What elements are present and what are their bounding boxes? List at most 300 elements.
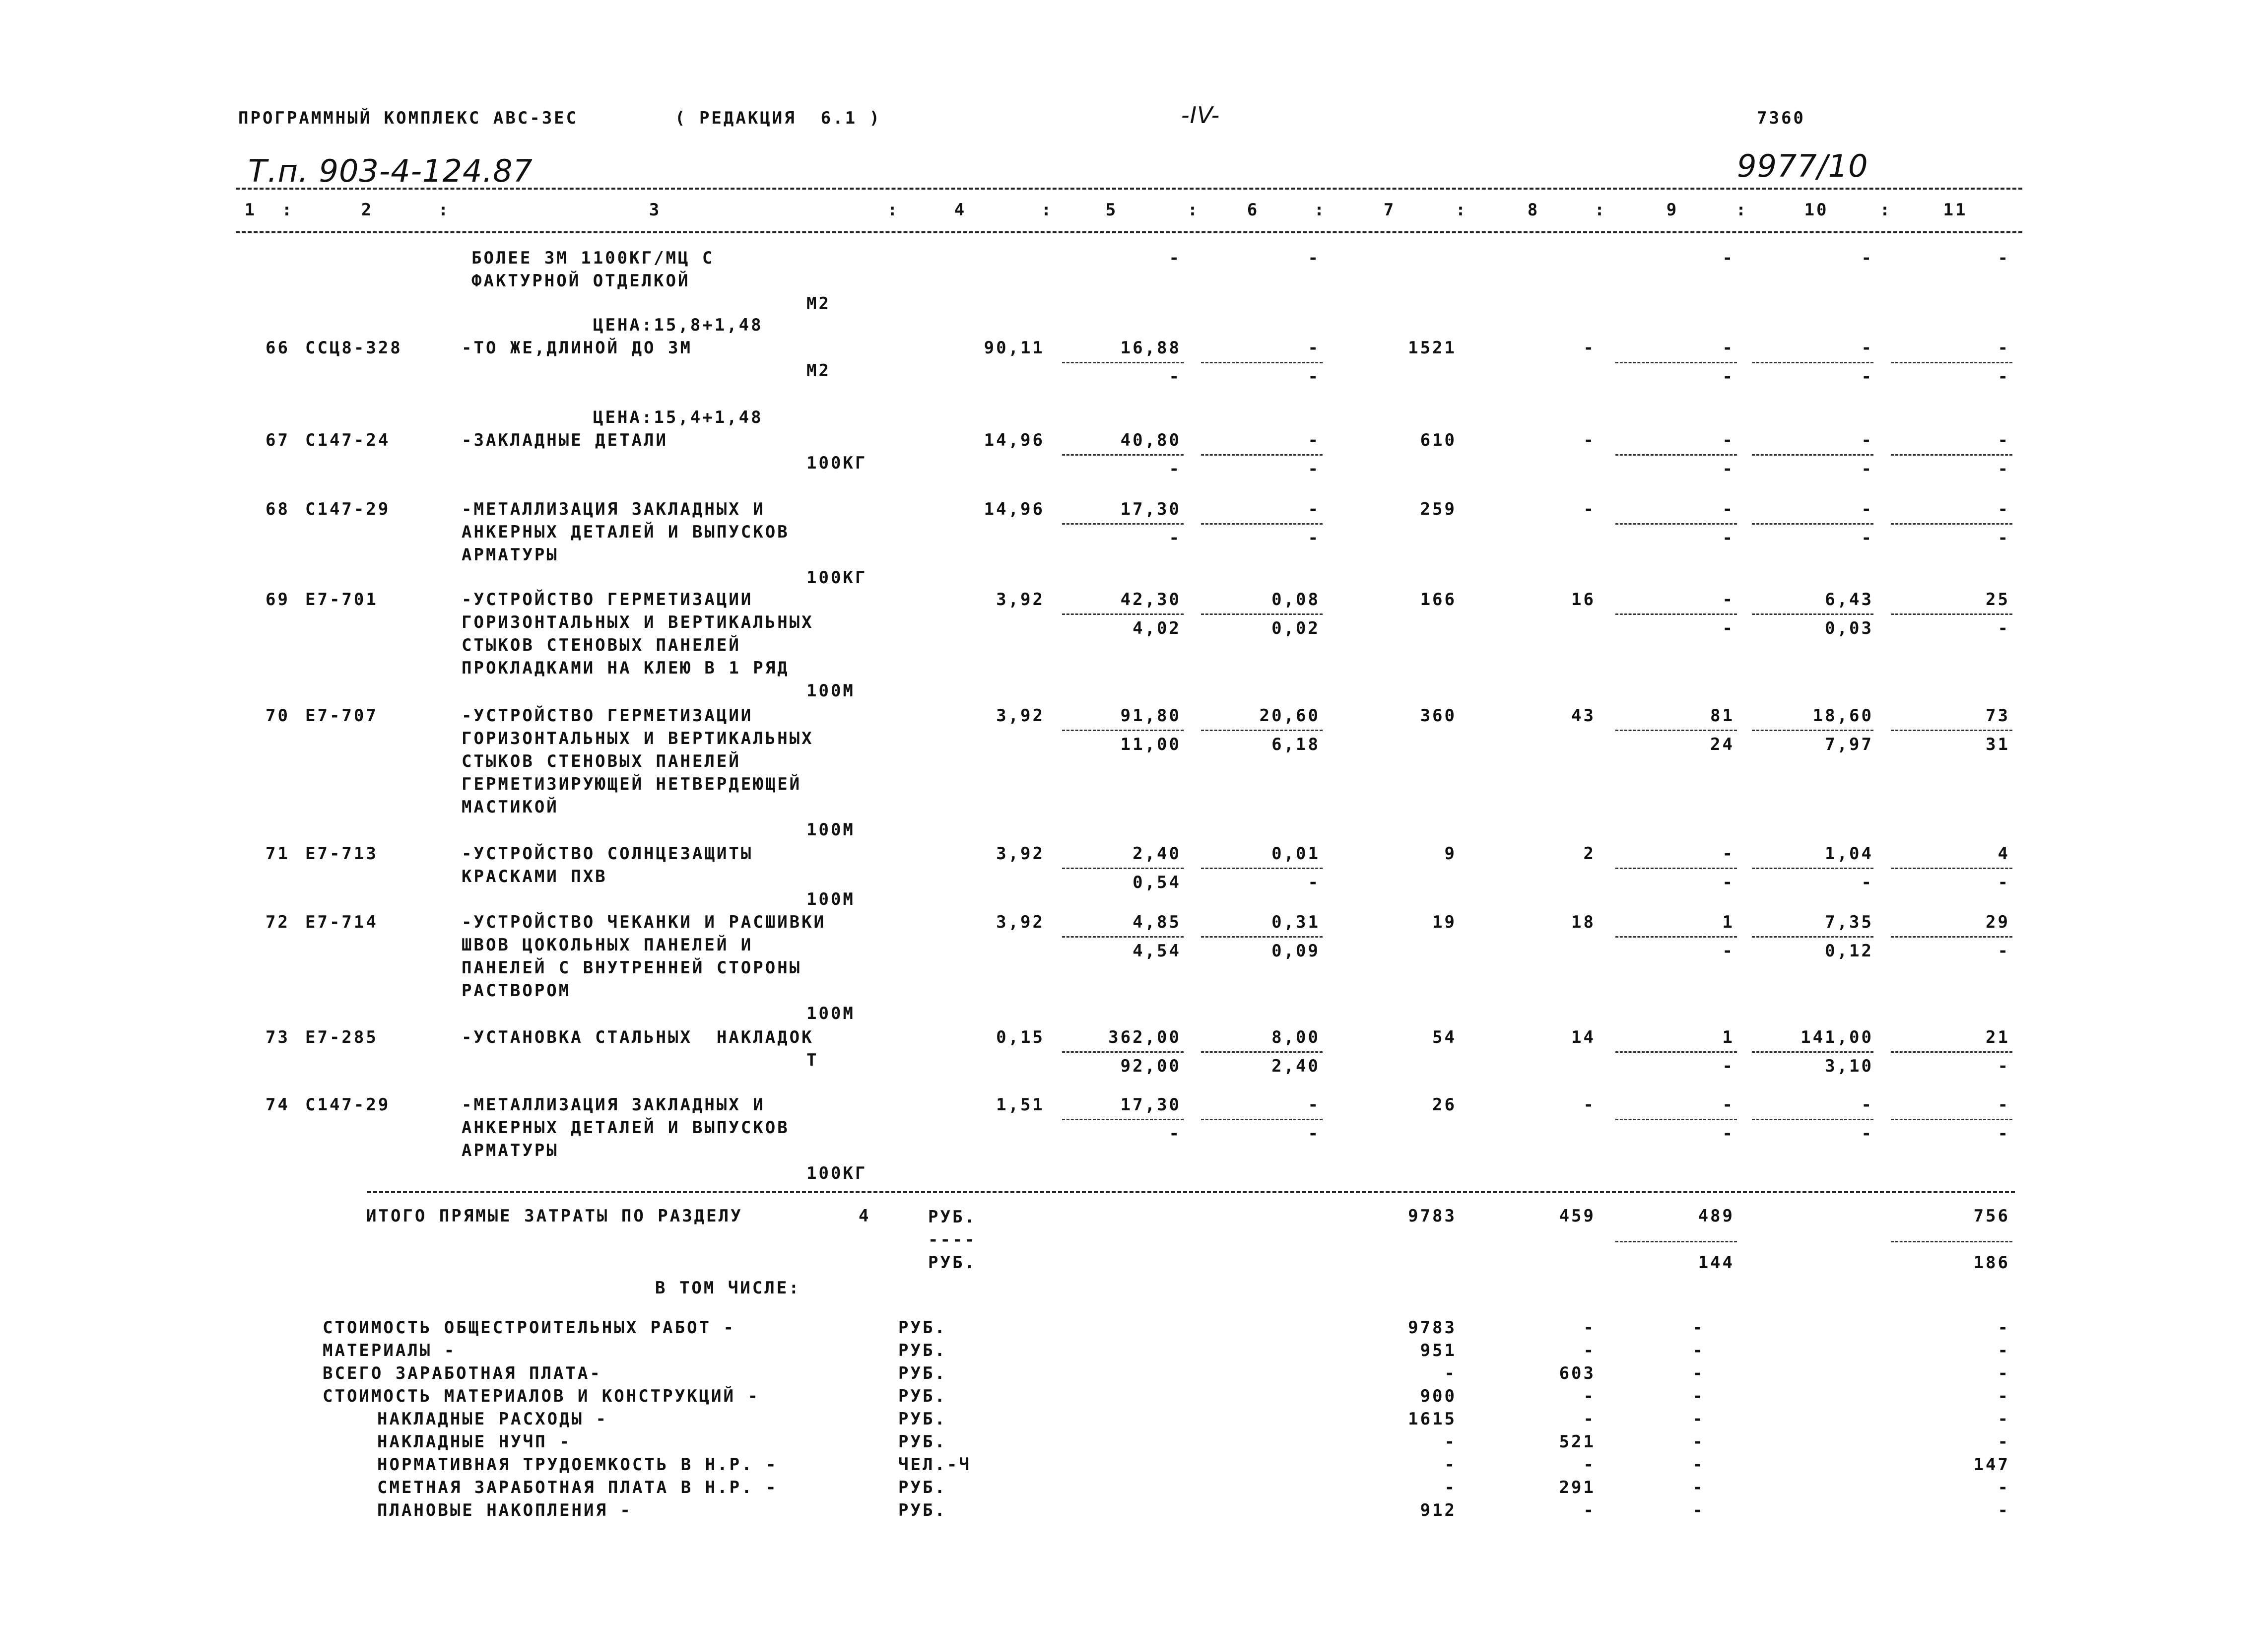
column-number: 7 [1383, 200, 1396, 220]
column-number: 2 [361, 200, 374, 220]
cell-lower-c5: - [1169, 1124, 1181, 1144]
column-separator: : [1314, 200, 1327, 220]
breakdown-col9: - [1692, 1455, 1705, 1475]
cell-c8: 2 [1583, 844, 1596, 864]
item-number: 74 [266, 1095, 290, 1115]
including-title: В ТОМ ЧИСЛЕ: [655, 1278, 801, 1298]
breakdown-col7: 912 [1420, 1500, 1457, 1520]
norm-code: Е7-701 [305, 590, 378, 610]
work-unit: 100КГ [806, 1163, 867, 1183]
cell-lower-c9: - [1722, 941, 1734, 961]
cell-lower-c9: - [1722, 873, 1734, 892]
cell-divider-c9 [1615, 454, 1737, 456]
column-number: 5 [1105, 200, 1118, 220]
cell-lower-c9: - [1722, 618, 1734, 638]
cell-lower-c5: 11,00 [1120, 735, 1181, 754]
work-unit: М2 [806, 361, 831, 381]
cell-lower-c5: - [1169, 459, 1181, 479]
cell-lower-c6: 0,02 [1271, 618, 1320, 638]
breakdown-label: НОРМАТИВНАЯ ТРУДОЕМКОСТЬ В Н.Р. - [377, 1455, 778, 1475]
totals-unit: РУБ. [928, 1207, 977, 1227]
breakdown-unit: РУБ. [898, 1409, 947, 1429]
cell-lower-c10: - [1861, 1124, 1873, 1144]
cell-lower-c9: - [1722, 1124, 1734, 1144]
cell-c9: - [1722, 248, 1734, 268]
cell-c8: 14 [1571, 1027, 1596, 1047]
cell-divider-c10 [1752, 936, 1873, 938]
column-number: 11 [1943, 200, 1968, 220]
cell-divider-c11 [1891, 362, 2012, 363]
cell-lower-c9: - [1722, 1056, 1734, 1076]
item-number: 71 [266, 844, 290, 864]
cell-c7: 1521 [1408, 338, 1457, 358]
cell-divider-c6 [1201, 362, 1323, 363]
norm-code: Е7-714 [305, 912, 378, 932]
cell-c6: - [1308, 338, 1320, 358]
cell-divider-c5 [1062, 730, 1184, 731]
cell-lower-c5: 92,00 [1120, 1056, 1181, 1076]
cell-divider-c10 [1752, 1051, 1873, 1053]
cell-c11: 4 [1998, 844, 2010, 864]
header-divider-top [236, 188, 2022, 190]
cell-c5: 4,85 [1133, 912, 1181, 932]
cell-c5: 16,88 [1120, 338, 1181, 358]
cell-divider-c5 [1062, 936, 1184, 938]
cell-c8: - [1583, 430, 1596, 450]
totals-col9-lower: 144 [1698, 1253, 1734, 1273]
cell-c6: 0,01 [1271, 844, 1320, 864]
cell-c9: - [1722, 844, 1734, 864]
cell-divider-c10 [1752, 730, 1873, 731]
cell-c6: - [1308, 499, 1320, 519]
breakdown-unit: РУБ. [898, 1478, 947, 1497]
column-number: 8 [1527, 200, 1540, 220]
work-description-line: ШВОВ ЦОКОЛЬНЫХ ПАНЕЛЕЙ И [462, 935, 753, 955]
cell-lower-c11: 31 [1986, 735, 2010, 754]
breakdown-col7: - [1444, 1478, 1457, 1497]
cell-divider-c10 [1752, 362, 1873, 363]
cell-divider-c9 [1615, 730, 1737, 731]
cell-c7: 360 [1420, 706, 1457, 726]
cell-divider-c9 [1615, 523, 1737, 525]
cell-c4: 0,15 [996, 1027, 1045, 1047]
work-description-line: МАСТИКОЙ [462, 797, 559, 817]
column-separator: : [438, 200, 451, 220]
breakdown-col9: - [1692, 1363, 1705, 1383]
breakdown-col8: 603 [1559, 1363, 1596, 1383]
breakdown-col8: - [1583, 1500, 1596, 1520]
cell-c9: - [1722, 499, 1734, 519]
column-separator: : [1594, 200, 1607, 220]
cell-divider-c9 [1615, 868, 1737, 869]
cell-c4: 14,96 [984, 499, 1045, 519]
cell-divider-c11 [1891, 454, 2012, 456]
totals-unit-2: РУБ. [928, 1253, 977, 1273]
totals-col11-divider [1891, 1241, 2012, 1242]
cell-c10: 141,00 [1801, 1027, 1873, 1047]
totals-label: ИТОГО ПРЯМЫЕ ЗАТРАТЫ ПО РАЗДЕЛУ [366, 1206, 743, 1226]
cell-c5: 40,80 [1120, 430, 1181, 450]
breakdown-label: МАТЕРИАЛЫ - [323, 1341, 457, 1360]
work-unit: 100КГ [806, 568, 867, 588]
breakdown-col9: - [1692, 1432, 1705, 1452]
item-number: 72 [266, 912, 290, 932]
breakdown-col11: 147 [1973, 1455, 2010, 1475]
totals-col7: 9783 [1408, 1206, 1457, 1226]
cell-lower-c10: - [1861, 528, 1873, 548]
cell-lower-c6: - [1308, 873, 1320, 892]
price-note: ЦЕНА:15,4+1,48 [593, 408, 763, 427]
breakdown-col8: - [1583, 1341, 1596, 1360]
cell-c6: - [1308, 248, 1320, 268]
cell-c8: 18 [1571, 912, 1596, 932]
cell-lower-c9: - [1722, 367, 1734, 387]
breakdown-label: ВСЕГО ЗАРАБОТНАЯ ПЛАТА- [323, 1363, 602, 1383]
project-number: Т.п. 903-4-124.87 [248, 153, 534, 189]
cell-c4: 3,92 [996, 706, 1045, 726]
cell-lower-c5: 4,54 [1133, 941, 1181, 961]
cell-divider-c11 [1891, 613, 2012, 615]
price-note: ЦЕНА:15,8+1,48 [593, 315, 763, 335]
breakdown-label: СТОИМОСТЬ ОБЩЕСТРОИТЕЛЬНЫХ РАБОТ - [323, 1318, 735, 1338]
cell-c10: 7,35 [1825, 912, 1873, 932]
column-separator: : [281, 200, 294, 220]
work-unit: 100М [806, 820, 855, 840]
cell-c7: 19 [1432, 912, 1457, 932]
work-description-line: СТЫКОВ СТЕНОВЫХ ПАНЕЛЕЙ [462, 635, 741, 655]
breakdown-col8: - [1583, 1455, 1596, 1475]
cell-lower-c9: - [1722, 528, 1734, 548]
cell-divider-c9 [1615, 936, 1737, 938]
cell-c5: - [1169, 248, 1181, 268]
cell-divider-c11 [1891, 1051, 2012, 1053]
cell-lower-c6: - [1308, 459, 1320, 479]
cell-c6: 0,08 [1271, 590, 1320, 610]
work-unit: 100М [806, 1004, 855, 1023]
page-number: -IV- [1181, 102, 1220, 129]
cell-c6: 8,00 [1271, 1027, 1320, 1047]
program-title: ПРОГРАММНЫЙ КОМПЛЕКС АВС-ЗЕС [238, 108, 579, 128]
cell-c8: - [1583, 1095, 1596, 1115]
column-number: 9 [1666, 200, 1679, 220]
cell-divider-c11 [1891, 936, 2012, 938]
work-description-line: БОЛЕЕ 3М 1100КГ/МЦ С [471, 248, 715, 268]
totals-col11: 756 [1973, 1206, 2010, 1226]
breakdown-col11: - [1998, 1409, 2010, 1429]
cell-divider-c5 [1062, 868, 1184, 869]
cell-c10: - [1861, 499, 1873, 519]
breakdown-col9: - [1692, 1318, 1705, 1338]
breakdown-unit: РУБ. [898, 1432, 947, 1452]
norm-code: ССЦ8-328 [305, 338, 402, 358]
cell-divider-c5 [1062, 613, 1184, 615]
work-description-line: СТЫКОВ СТЕНОВЫХ ПАНЕЛЕЙ [462, 751, 741, 771]
work-description-line: ПАНЕЛЕЙ С ВНУТРЕННЕЙ СТОРОНЫ [462, 958, 802, 978]
column-separator: : [1455, 200, 1468, 220]
cell-divider-c5 [1062, 1119, 1184, 1120]
header-divider-bottom [236, 231, 2022, 233]
cell-lower-c10: 0,12 [1825, 941, 1873, 961]
cell-c7: 26 [1432, 1095, 1457, 1115]
cell-c8: - [1583, 338, 1596, 358]
breakdown-unit: РУБ. [898, 1500, 947, 1520]
breakdown-col11: - [1998, 1500, 2010, 1520]
breakdown-col9: - [1692, 1409, 1705, 1429]
cell-c5: 42,30 [1120, 590, 1181, 610]
cell-c10: - [1861, 1095, 1873, 1115]
cell-lower-c9: 24 [1710, 735, 1734, 754]
cell-divider-c10 [1752, 613, 1873, 615]
breakdown-label: СМЕТНАЯ ЗАРАБОТНАЯ ПЛАТА В Н.Р. - [377, 1478, 778, 1497]
breakdown-label: СТОИМОСТЬ МАТЕРИАЛОВ И КОНСТРУКЦИЙ - [323, 1386, 760, 1406]
column-separator: : [1735, 200, 1748, 220]
work-description-line: -МЕТАЛЛИЗАЦИЯ ЗАКЛАДНЫХ И [462, 1095, 765, 1115]
cell-c6: 0,31 [1271, 912, 1320, 932]
breakdown-col11: - [1998, 1318, 2010, 1338]
totals-col8: 459 [1559, 1206, 1596, 1226]
cell-lower-c6: - [1308, 528, 1320, 548]
cell-c9: 81 [1710, 706, 1734, 726]
cell-c10: - [1861, 430, 1873, 450]
breakdown-col9: - [1692, 1500, 1705, 1520]
cell-divider-c6 [1201, 454, 1323, 456]
column-number: 3 [649, 200, 662, 220]
cell-c9: - [1722, 590, 1734, 610]
cell-c7: 259 [1420, 499, 1457, 519]
breakdown-col9: - [1692, 1386, 1705, 1406]
breakdown-col7: 9783 [1408, 1318, 1457, 1338]
work-unit: 100М [806, 889, 855, 909]
breakdown-label: НАКЛАДНЫЕ НУЧП - [377, 1432, 572, 1452]
cell-c11: - [1998, 1095, 2010, 1115]
cell-lower-c6: - [1308, 367, 1320, 387]
breakdown-col9: - [1692, 1478, 1705, 1497]
cell-lower-c10: 7,97 [1825, 735, 1873, 754]
cell-c10: 18,60 [1812, 706, 1873, 726]
cell-c8: 16 [1571, 590, 1596, 610]
work-unit: Т [806, 1050, 819, 1070]
breakdown-col11: - [1998, 1432, 2010, 1452]
norm-code: С147-29 [305, 1095, 391, 1115]
cell-c9: - [1722, 338, 1734, 358]
cell-c11: - [1998, 499, 2010, 519]
cell-divider-c6 [1201, 613, 1323, 615]
cell-divider-c5 [1062, 1051, 1184, 1053]
cell-divider-c10 [1752, 523, 1873, 525]
cell-divider-c6 [1201, 1051, 1323, 1053]
work-description-line: -УСТРОЙСТВО ГЕРМЕТИЗАЦИИ [462, 706, 753, 726]
work-description-line: АРМАТУРЫ [462, 545, 559, 565]
cell-divider-c6 [1201, 730, 1323, 731]
work-description-line: ПРОКЛАДКАМИ НА КЛЕЮ В 1 РЯД [462, 658, 790, 678]
cell-lower-c10: 3,10 [1825, 1056, 1873, 1076]
breakdown-col8: 521 [1559, 1432, 1596, 1452]
cell-c4: 90,11 [984, 338, 1045, 358]
breakdown-unit: РУБ. [898, 1341, 947, 1360]
cell-lower-c5: - [1169, 528, 1181, 548]
breakdown-unit: РУБ. [898, 1386, 947, 1406]
breakdown-col7: 951 [1420, 1341, 1457, 1360]
item-number: 68 [266, 499, 290, 519]
norm-code: Е7-707 [305, 706, 378, 726]
cell-lower-c11: - [1998, 1056, 2010, 1076]
cell-c9: 1 [1722, 912, 1734, 932]
cell-c7: 9 [1444, 844, 1457, 864]
cell-divider-c6 [1201, 936, 1323, 938]
cell-lower-c10: - [1861, 873, 1873, 892]
item-number: 69 [266, 590, 290, 610]
column-separator: : [1187, 200, 1200, 220]
breakdown-unit: РУБ. [898, 1318, 947, 1338]
breakdown-col8: 291 [1559, 1478, 1596, 1497]
work-description-line: -ЗАКЛАДНЫЕ ДЕТАЛИ [462, 430, 668, 450]
cell-c8: 43 [1571, 706, 1596, 726]
cell-lower-c6: 2,40 [1271, 1056, 1320, 1076]
cell-c11: 29 [1986, 912, 2010, 932]
work-unit: 100М [806, 681, 855, 701]
edition-label: ( РЕДАКЦИЯ 6.1 ) [675, 108, 881, 128]
cell-c4: 3,92 [996, 912, 1045, 932]
norm-code: Е7-285 [305, 1027, 378, 1047]
breakdown-col9: - [1692, 1341, 1705, 1360]
cell-c9: - [1722, 1095, 1734, 1115]
cell-divider-c5 [1062, 523, 1184, 525]
cell-c5: 362,00 [1108, 1027, 1181, 1047]
column-separator: : [887, 200, 900, 220]
cell-divider-c10 [1752, 1119, 1873, 1120]
cell-divider-c11 [1891, 1119, 2012, 1120]
norm-code: С147-24 [305, 430, 391, 450]
sheet-number: 9977/10 [1737, 148, 1868, 184]
cell-c5: 91,80 [1120, 706, 1181, 726]
breakdown-col7: - [1444, 1432, 1457, 1452]
item-number: 66 [266, 338, 290, 358]
totals-col9: 489 [1698, 1206, 1734, 1226]
column-number: 10 [1804, 200, 1829, 220]
norm-code: Е7-713 [305, 844, 378, 864]
cell-c7: 166 [1420, 590, 1457, 610]
cell-lower-c6: 0,09 [1271, 941, 1320, 961]
cell-divider-c11 [1891, 868, 2012, 869]
column-number: 1 [244, 200, 257, 220]
breakdown-col11: - [1998, 1478, 2010, 1497]
cell-lower-c11: - [1998, 941, 2010, 961]
breakdown-col7: 900 [1420, 1386, 1457, 1406]
document-code: 7360 [1757, 108, 1805, 128]
work-description-line: -МЕТАЛЛИЗАЦИЯ ЗАКЛАДНЫХ И [462, 499, 765, 519]
cell-c6: 20,60 [1259, 706, 1320, 726]
cell-divider-c9 [1615, 362, 1737, 363]
cell-lower-c5: 0,54 [1133, 873, 1181, 892]
column-number: 6 [1247, 200, 1260, 220]
work-description-line: РАСТВОРОМ [462, 981, 571, 1001]
cell-lower-c10: - [1861, 367, 1873, 387]
cell-c10: 1,04 [1825, 844, 1873, 864]
breakdown-col8: - [1583, 1318, 1596, 1338]
cell-lower-c6: - [1308, 1124, 1320, 1144]
column-separator: : [1879, 200, 1892, 220]
cell-c4: 3,92 [996, 844, 1045, 864]
work-description-line: -УСТРОЙСТВО ЧЕКАНКИ И РАСШИВКИ [462, 912, 826, 932]
cell-divider-c5 [1062, 454, 1184, 456]
work-description-line: КРАСКАМИ ПХВ [462, 867, 607, 886]
cell-c11: - [1998, 430, 2010, 450]
cell-c11: - [1998, 338, 2010, 358]
cell-c11: 25 [1986, 590, 2010, 610]
cell-c11: 21 [1986, 1027, 2010, 1047]
column-number: 4 [954, 200, 967, 220]
cell-lower-c11: - [1998, 1124, 2010, 1144]
cell-lower-c11: - [1998, 459, 2010, 479]
breakdown-label: НАКЛАДНЫЕ РАСХОДЫ - [377, 1409, 608, 1429]
breakdown-col7: 1615 [1408, 1409, 1457, 1429]
cell-c10: 6,43 [1825, 590, 1873, 610]
work-unit: М2 [806, 294, 831, 314]
cell-divider-c9 [1615, 1119, 1737, 1120]
work-description-line: -УСТРОЙСТВО ГЕРМЕТИЗАЦИИ [462, 590, 753, 610]
totals-col9-divider [1615, 1241, 1737, 1242]
item-number: 67 [266, 430, 290, 450]
cell-divider-c6 [1201, 868, 1323, 869]
cell-c4: 3,92 [996, 590, 1045, 610]
cell-lower-c11: - [1998, 528, 2010, 548]
cell-c10: - [1861, 248, 1873, 268]
work-description-line: ГЕРМЕТИЗИРУЮЩЕЙ НЕТВЕРДЕЮЩЕЙ [462, 774, 802, 794]
cell-c11: - [1998, 248, 2010, 268]
cell-c10: - [1861, 338, 1873, 358]
cell-c5: 2,40 [1133, 844, 1181, 864]
work-description-line: -ТО ЖЕ,ДЛИНОЙ ДО 3М [462, 338, 692, 358]
work-description-line: ГОРИЗОНТАЛЬНЫХ И ВЕРТИКАЛЬНЫХ [462, 612, 814, 632]
column-separator: : [1041, 200, 1054, 220]
cell-c6: - [1308, 430, 1320, 450]
breakdown-unit: РУБ. [898, 1363, 947, 1383]
cell-divider-c10 [1752, 454, 1873, 456]
work-description-line: -УСТРОЙСТВО СОЛНЦЕЗАЩИТЫ [462, 844, 753, 864]
cell-lower-c10: 0,03 [1825, 618, 1873, 638]
cell-divider-c11 [1891, 523, 2012, 525]
cell-lower-c5: - [1169, 367, 1181, 387]
cell-c9: 1 [1722, 1027, 1734, 1047]
totals-unit-dashes: ---- [928, 1230, 977, 1250]
work-unit: 100КГ [806, 453, 867, 473]
cell-c6: - [1308, 1095, 1320, 1115]
breakdown-col7: - [1444, 1363, 1457, 1383]
breakdown-col11: - [1998, 1386, 2010, 1406]
item-number: 70 [266, 706, 290, 726]
cell-divider-c10 [1752, 868, 1873, 869]
breakdown-col8: - [1583, 1409, 1596, 1429]
cell-divider-c9 [1615, 613, 1737, 615]
breakdown-col7: - [1444, 1455, 1457, 1475]
cell-lower-c11: - [1998, 367, 2010, 387]
cell-lower-c11: - [1998, 618, 2010, 638]
cell-lower-c10: - [1861, 459, 1873, 479]
cell-c7: 610 [1420, 430, 1457, 450]
totals-divider [367, 1191, 2015, 1193]
cell-divider-c6 [1201, 523, 1323, 525]
breakdown-col11: - [1998, 1341, 2010, 1360]
breakdown-col11: - [1998, 1363, 2010, 1383]
cell-c5: 17,30 [1120, 499, 1181, 519]
cell-lower-c6: 6,18 [1271, 735, 1320, 754]
cell-divider-c6 [1201, 1119, 1323, 1120]
cell-divider-c11 [1891, 730, 2012, 731]
cell-c4: 1,51 [996, 1095, 1045, 1115]
cell-c9: - [1722, 430, 1734, 450]
work-description-line: ФАКТУРНОЙ ОТДЕЛКОЙ [471, 271, 690, 291]
breakdown-unit: ЧЕЛ.-Ч [898, 1455, 971, 1475]
